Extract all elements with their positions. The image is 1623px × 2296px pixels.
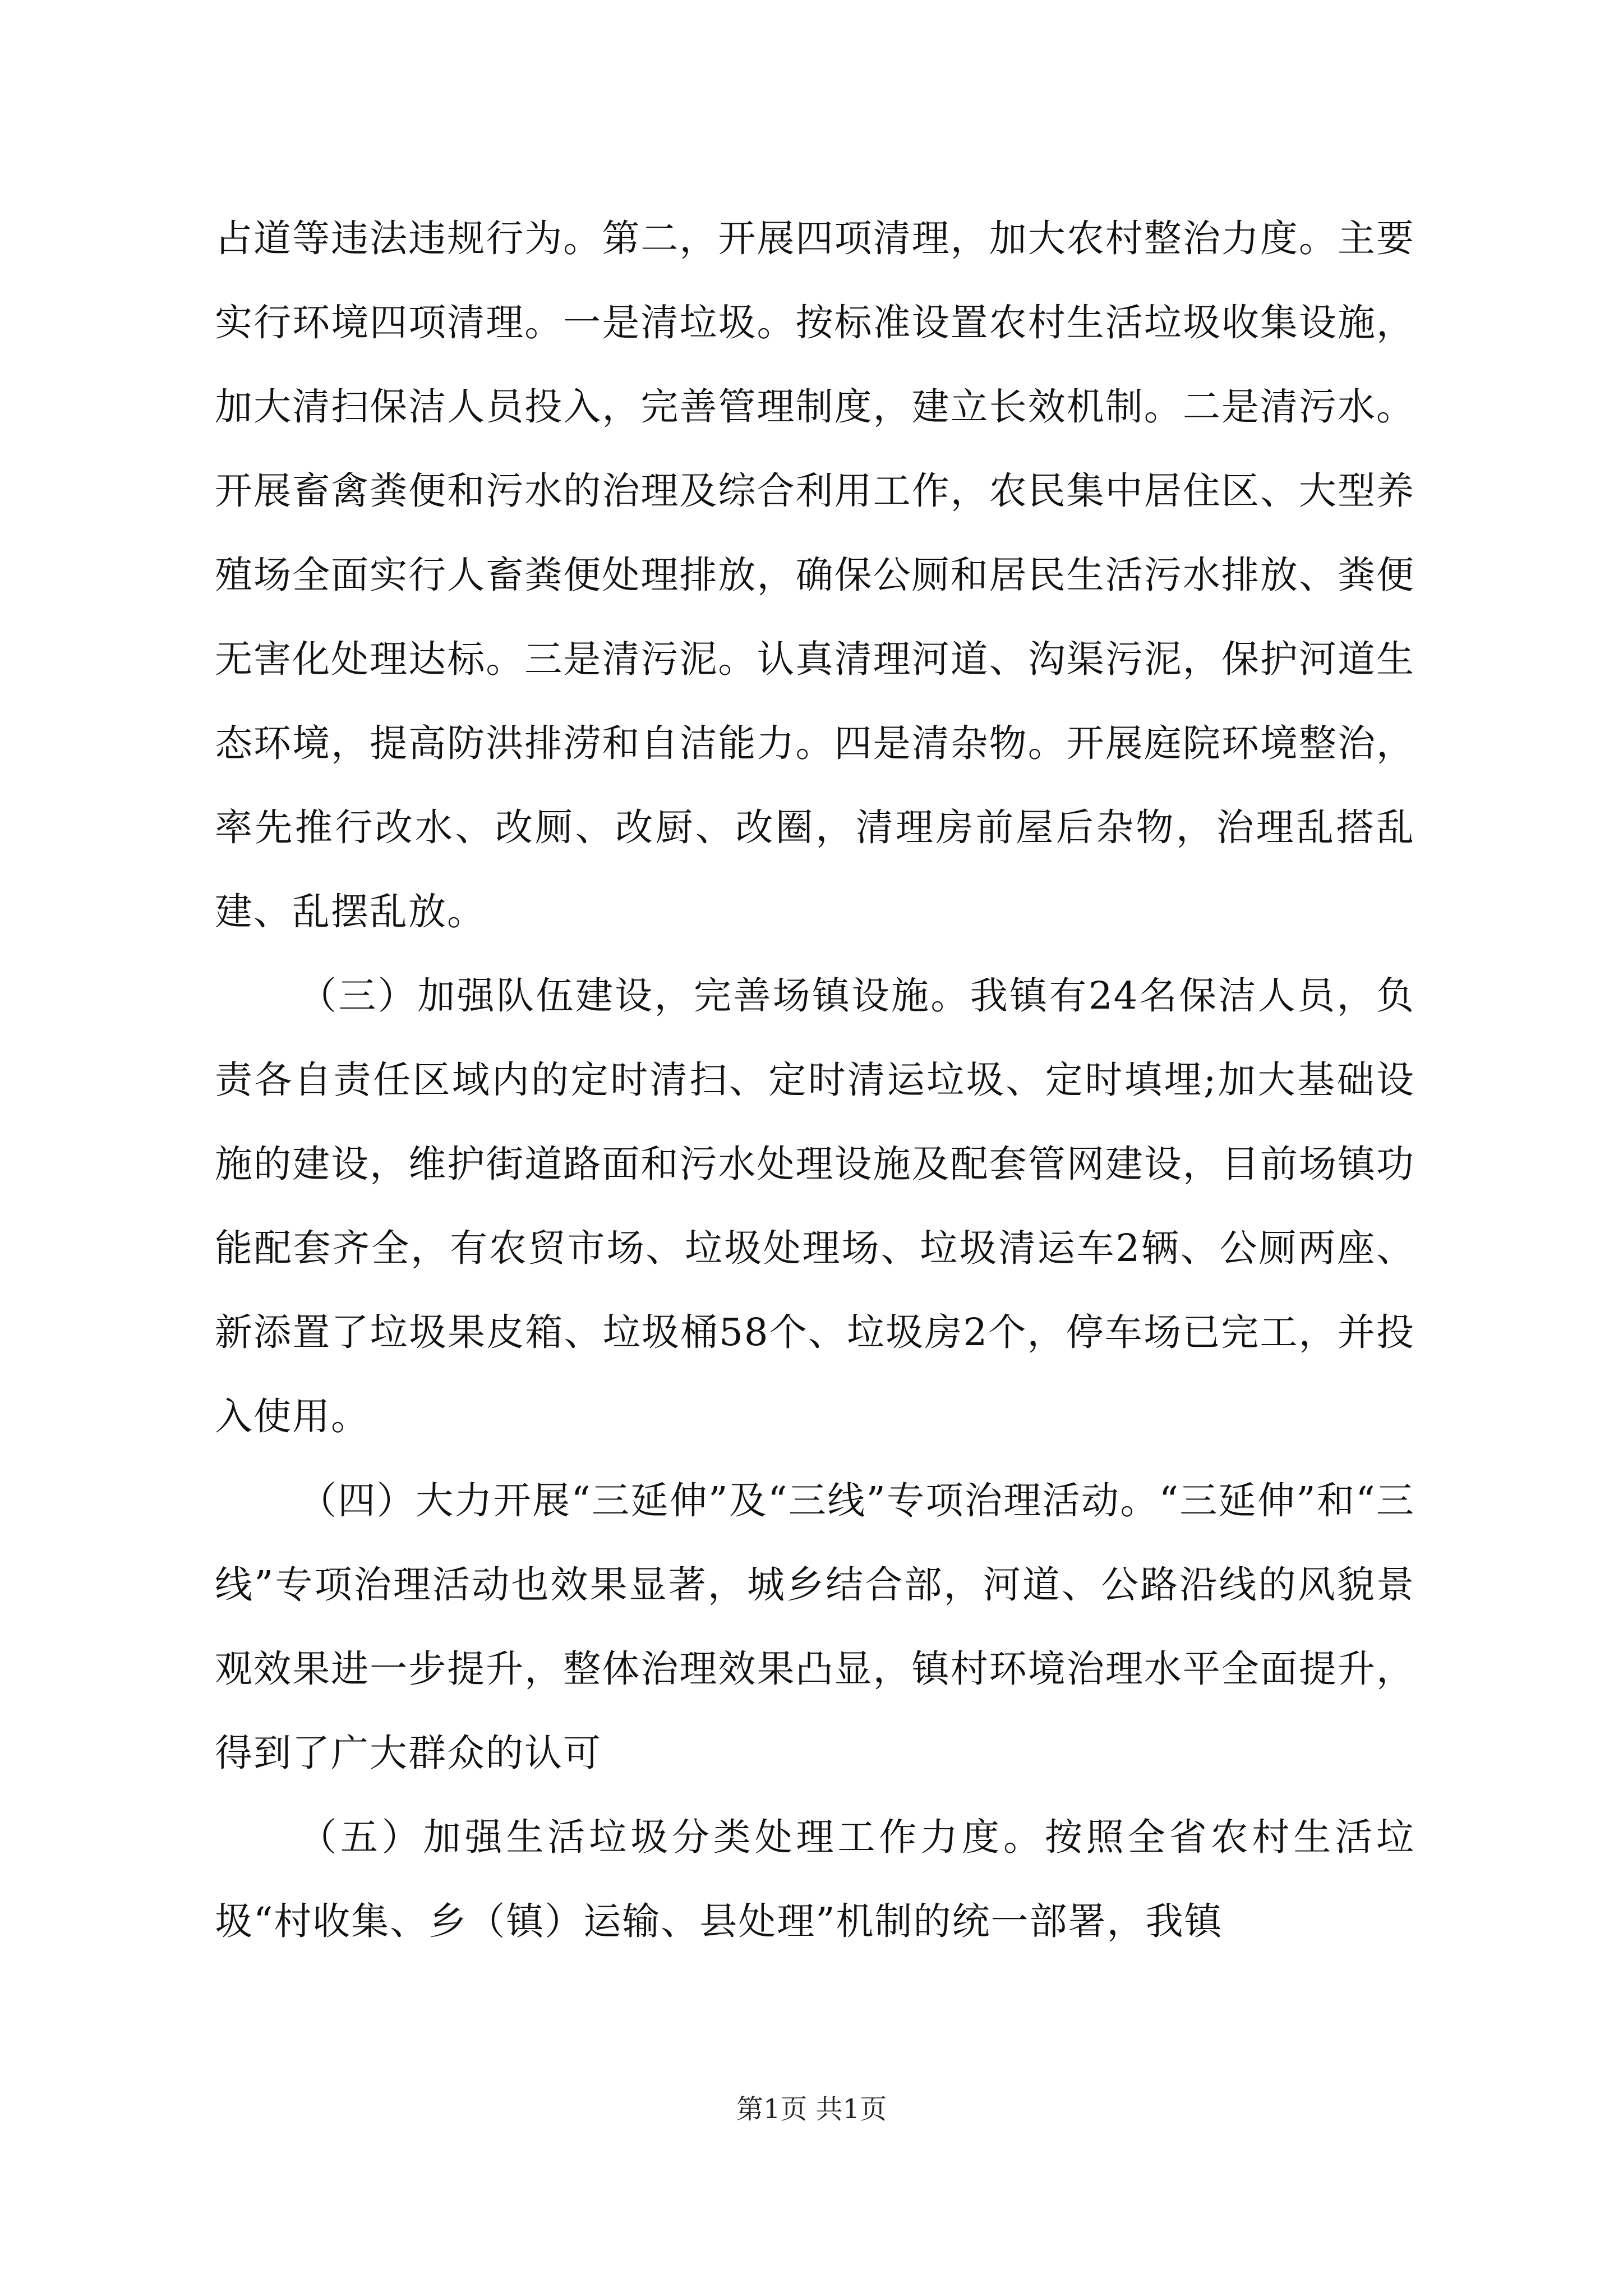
paragraph-section-5: （五）加强生活垃圾分类处理工作力度。按照全省农村生活垃圾“村收集、乡（镇）运输、县处理”机制的统一部署，我镇 xyxy=(215,1815,1415,1943)
page-footer: 第1页 共1页 xyxy=(736,2093,887,2125)
document-body xyxy=(215,196,1415,1963)
paragraph-continued: 占道等违法违规行为。第二，开展四项清理，加大农村整治力度。主要实行环境四项清理。一是清垃圾。按标准设置农村生活垃圾收集设施，加大清扫保洁人员投入，完善管理制度，建立长效机制。二是清污水。开展畜禽粪便和污水的治理及综合利用工作，农民集中居住区、大型养殖场全面实行人畜粪便处理排放，确保公厕和居民生活污水排放、粪便无害化处理达标。三是清污泥。认真清理河道、沟渠污泥，保护河道生态环境，提高防洪排涝和自洁能力。四是清杂物。开展庭院环境整治，率先推行改水、改厕、改厨、改圈，清理房前屋后杂物，治理乱搭乱建、乱摆乱放。 xyxy=(215,217,1415,933)
paragraph-section-4: （四）大力开展“三延伸”及“三线”专项治理活动。“三延伸”和“三线”专项治理活动也效果显著，城乡结合部，河道、公路沿线的风貌景观效果进一步提升，整体治理效果凸显，镇村环境治理水平全面提升，得到了广大群众的认可 xyxy=(215,1479,1415,1775)
paragraph-section-3: （三）加强队伍建设，完善场镇设施。我镇有24名保洁人员，负责各自责任区域内的定时清扫、定时清运垃圾、定时填埋;加大基础设施的建设，维护街道路面和污水处理设施及配套管网建设，目前场镇功能配套齐全，有农贸市场、垃圾处理场、垃圾清运车2辆、公厕两座、新添置了垃圾果皮箱、垃圾桶58个、垃圾房2个，停车场已完工，并投入使用。 xyxy=(215,974,1415,1438)
